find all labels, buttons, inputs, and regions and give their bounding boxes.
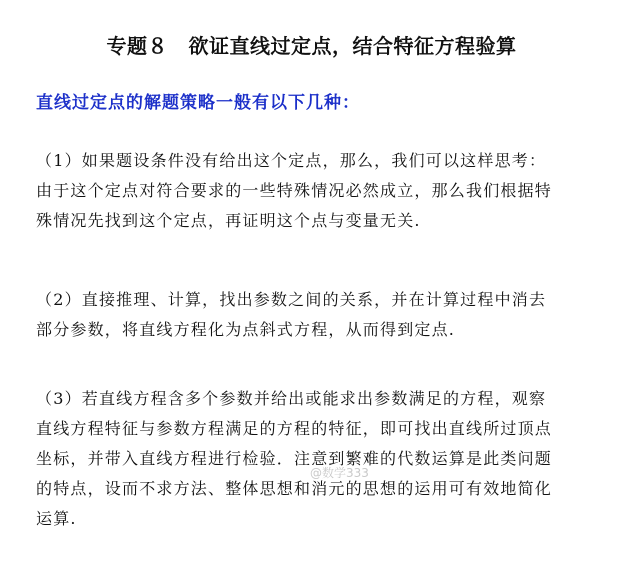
strategy-paragraph-3 [36, 384, 596, 534]
paragraph-line: 运算. [36, 509, 77, 528]
paragraph-line: 的特点，设而不求方法、整体思想和消元的思想的运用可有效地简化 [36, 479, 553, 498]
strategy-paragraph-1 [36, 146, 596, 236]
paragraph-line: 殊情况先找到这个定点，再证明这个点与变量无关. [36, 211, 421, 230]
watermark: @数学333 [310, 466, 369, 480]
paragraph-line: （2）直接推理、计算，找出参数之间的关系，并在计算过程中消去 [36, 290, 547, 309]
paragraph-line: （3）若直线方程含多个参数并给出或能求出参数满足的方程，观察 [36, 389, 547, 408]
page-title: 专题８ 欲证直线过定点，结合特征方程验算 [106, 34, 517, 58]
paragraph-line: （1）如果题设条件没有给出这个定点，那么，我们可以这样思考： [36, 151, 547, 170]
strategy-paragraph-2 [36, 285, 596, 345]
paragraph-line: 坐标，并带入直线方程进行检验．注意到繁难的代数运算是此类问题 [36, 449, 553, 468]
section-heading: 直线过定点的解题策略一般有以下几种： [36, 93, 360, 113]
paragraph-line: 直线方程特征与参数方程满足的方程的特征，即可找出直线所过顶点 [36, 419, 553, 438]
paragraph-line: 部分参数，将直线方程化为点斜式方程，从而得到定点. [36, 320, 456, 339]
paragraph-line: 由于这个定点对符合要求的一些特殊情况必然成立，那么我们根据特 [36, 181, 553, 200]
